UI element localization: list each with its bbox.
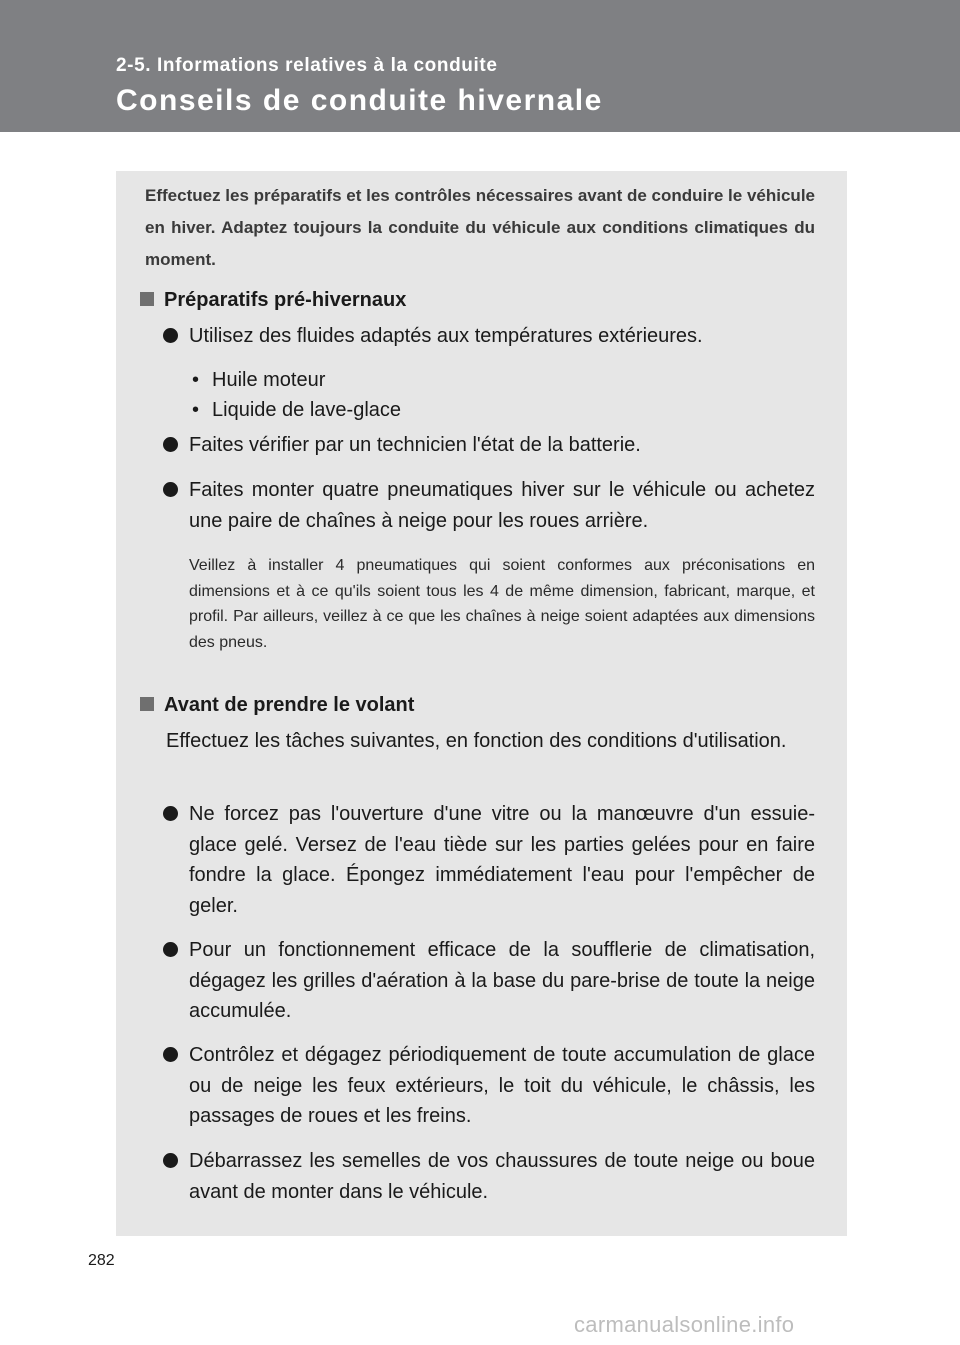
small-dot-icon: • xyxy=(192,369,200,391)
watermark: carmanualsonline.info xyxy=(574,1312,795,1337)
round-bullet-icon xyxy=(163,806,178,821)
bullet-item xyxy=(163,799,815,921)
sub-item xyxy=(190,399,401,422)
bullet-item xyxy=(163,935,815,1027)
bullet-text: Débarrassez les semelles de vos chaussures de toute neige ou boue avant de monter dans le véhicule. xyxy=(189,1150,815,1203)
sub-item xyxy=(190,369,325,392)
section-paragraph: Effectuez les tâches suivantes, en fonction des conditions d'utilisation. xyxy=(166,730,787,752)
bullet-item xyxy=(163,430,815,461)
tire-note: Veillez à installer 4 pneumatiques qui soient conformes aux préconisations en dimensions et à ce qu'ils soient tous les 4 de même dimension, fabricant, marque, et profil. Par ailleurs, veillez à ce que les chaînes à neige soient adaptées aux dimensions des pneus. xyxy=(189,557,815,651)
round-bullet-icon xyxy=(163,942,178,957)
page-title: Conseils de conduite hivernale xyxy=(116,84,603,117)
round-bullet-icon xyxy=(163,482,178,497)
bullet-item xyxy=(163,1040,815,1132)
page-number: 282 xyxy=(88,1252,115,1269)
section-heading-label: Avant de prendre le volant xyxy=(164,694,415,716)
bullet-text: Utilisez des fluides adaptés aux températures extérieures. xyxy=(189,325,703,347)
round-bullet-icon xyxy=(163,1153,178,1168)
bullet-text: Contrôlez et dégagez périodiquement de toute accumulation de glace ou de neige les feux extérieurs, le toit du véhicule, le châssis, les passages de roues et les freins. xyxy=(189,1044,815,1127)
bullet-item xyxy=(163,475,815,536)
section-heading-before-driving xyxy=(140,694,414,717)
section-reference: 2-5. Informations relatives à la conduite xyxy=(116,55,498,76)
section-heading-label: Préparatifs pré-hivernaux xyxy=(164,289,407,311)
sub-item-text: Huile moteur xyxy=(212,369,326,391)
intro-text: Effectuez les préparatifs et les contrôles nécessaires avant de conduire le véhicule en hiver. Adaptez toujours la conduite du véhicule aux conditions climatiques du moment. xyxy=(145,186,815,269)
round-bullet-icon xyxy=(163,437,178,452)
bullet-text: Pour un fonctionnement efficace de la soufflerie de climatisation, dégagez les grilles d'aération à la base du pare-brise de toute la neige accumulée. xyxy=(189,939,815,1022)
bullet-text: Faites monter quatre pneumatiques hiver sur le véhicule ou achetez une paire de chaînes à neige pour les roues arrière. xyxy=(189,479,815,532)
bullet-item xyxy=(163,321,815,352)
bullet-item xyxy=(163,1146,815,1207)
square-bullet-icon xyxy=(140,697,154,711)
small-dot-icon: • xyxy=(192,399,200,421)
round-bullet-icon xyxy=(163,328,178,343)
round-bullet-icon xyxy=(163,1047,178,1062)
sub-item-text: Liquide de lave-glace xyxy=(212,399,402,421)
bullet-text: Faites vérifier par un technicien l'état de la batterie. xyxy=(189,434,641,456)
square-bullet-icon xyxy=(140,292,154,306)
section-heading-pre-winter xyxy=(140,289,406,312)
bullet-text: Ne forcez pas l'ouverture d'une vitre ou la manœuvre d'un essuie-glace gelé. Versez de l'eau tiède sur les parties gelées pour en faire fondre la glace. Épongez immédiatement l'eau pour l'empêcher de geler. xyxy=(189,803,815,917)
